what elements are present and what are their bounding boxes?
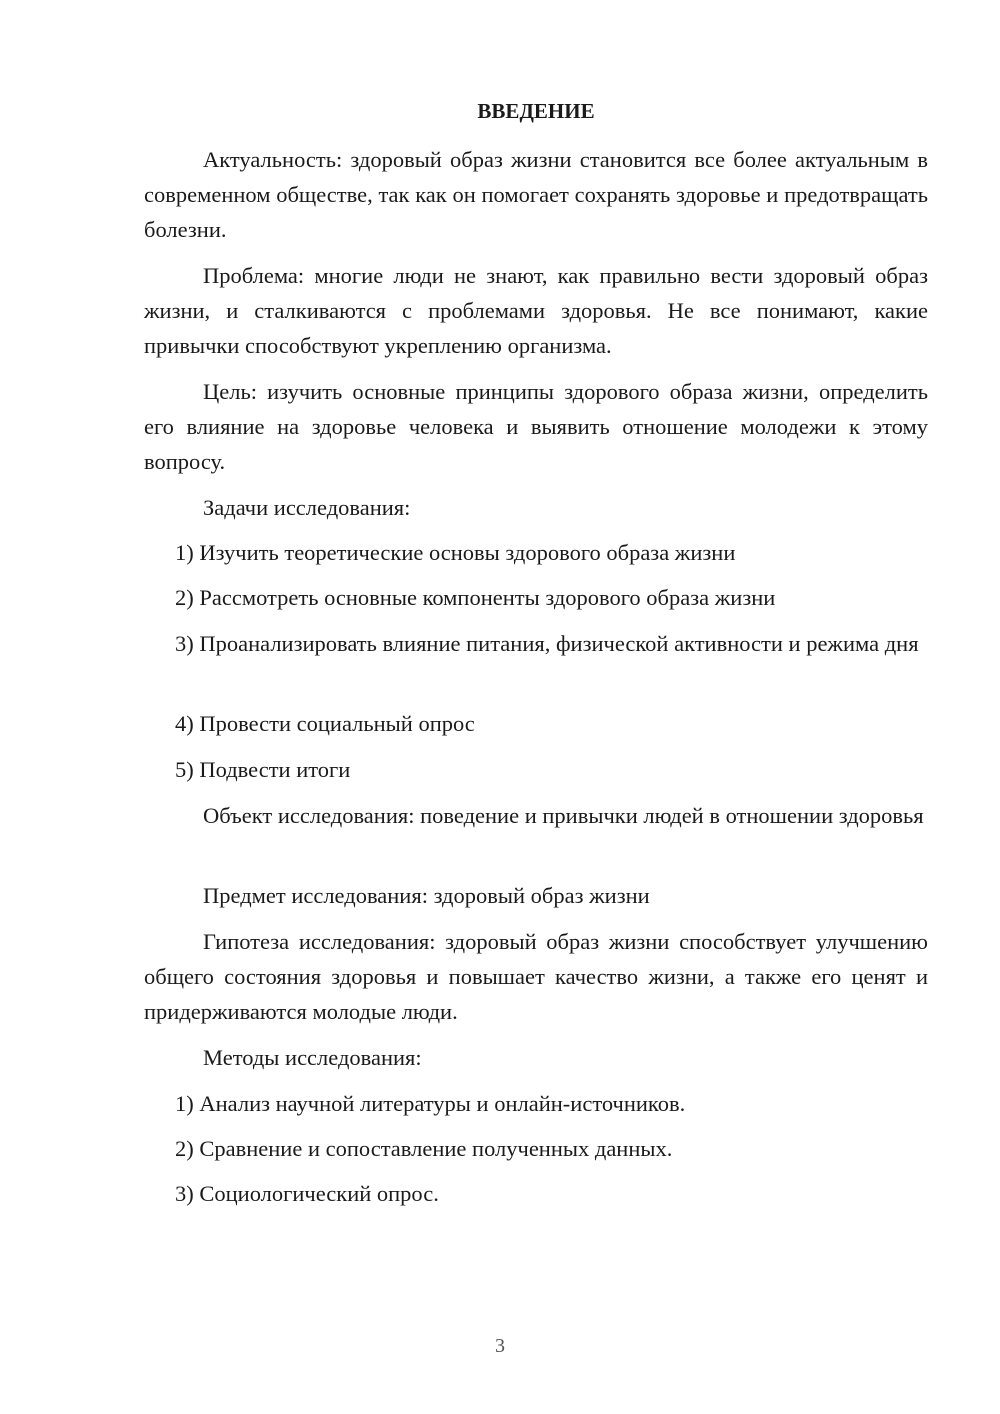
task-item-3: 3) Проанализировать влияние питания, физической активности и режима дня <box>175 631 919 656</box>
page-number: 3 <box>495 1335 505 1357</box>
task-item-5: 5) Подвести итоги <box>175 757 351 782</box>
paragraph-tasks-heading: Задачи исследования: <box>203 495 411 520</box>
task-item-2: 2) Рассмотреть основные компоненты здорового образа жизни <box>175 585 776 610</box>
page-heading: ВВЕДЕНИЕ <box>477 99 595 123</box>
method-item-3: 3) Социологический опрос. <box>175 1181 439 1206</box>
paragraph-hypothesis: Гипотеза исследования: здоровый образ жизни способствует улучшению общего состояния здоровья и повышает качество жизни, а также его ценят и придерживаются молодые люди. <box>144 929 928 1024</box>
paragraph-relevance: Актуальность: здоровый образ жизни становится все более актуальным в современном обществе, так как он помогает сохранять здоровье и предотвращать болезни. <box>144 147 928 242</box>
paragraph-problem: Проблема: многие люди не знают, как правильно вести здоровый образ жизни, и сталкиваются с проблемами здоровья. Не все понимают, какие привычки способствуют укреплению организма. <box>144 263 928 358</box>
task-item-4: 4) Провести социальный опрос <box>175 711 475 736</box>
paragraph-methods-heading: Методы исследования: <box>203 1045 422 1070</box>
task-item-1: 1) Изучить теоретические основы здорового образа жизни <box>175 540 736 565</box>
paragraph-object: Объект исследования: поведение и привычки людей в отношении здоровья <box>203 803 924 828</box>
paragraph-goal: Цель: изучить основные принципы здорового образа жизни, определить его влияние на здоровье человека и выявить отношение молодежи к этому вопросу. <box>144 379 928 474</box>
method-item-1: 1) Анализ научной литературы и онлайн-источников. <box>175 1091 686 1116</box>
method-item-2: 2) Сравнение и сопоставление полученных данных. <box>175 1136 673 1161</box>
paragraph-subject: Предмет исследования: здоровый образ жизни <box>203 883 650 908</box>
